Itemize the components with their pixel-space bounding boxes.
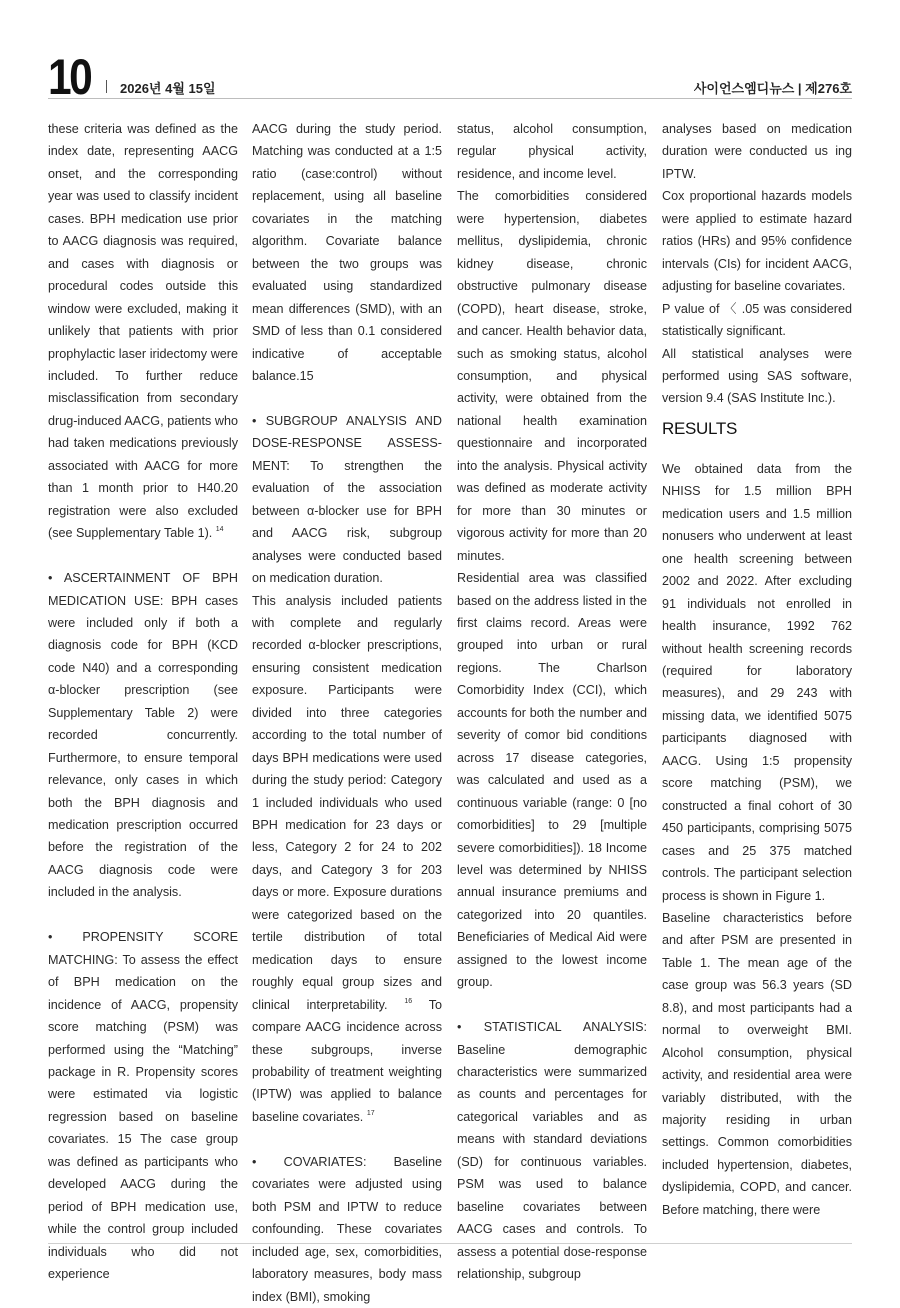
paragraph: All statistical analyses were performed using SAS software, version 9.4 (SAS Institute Inc.). — [662, 346, 852, 406]
section-covariates: • COVARIATES: Baseline covariates were adjusted using both PSM and IPTW to reduce confounding. These covariates included age, sex, comorbidities, laboratory measures, body mass index (BMI), smoking — [252, 1154, 442, 1304]
column-3 — [457, 118, 647, 1286]
column-2 — [252, 118, 442, 1308]
paragraph — [252, 590, 442, 1129]
paragraph-text: This analysis included patients with complete and regularly recorded α-blocker prescriptions, ensuring consistent medication exposure. Participants were divided into three categories according to the total number of days BPH medications were used during the study period: Category 1 included individuals who used BPH medication for 23 days or less, Category 2 for 24 to 202 days, and Category 3 for 203 days or more. Exposure durations were categorized based on the tertile distribution of total medication days to ensure roughly equal group sizes and clinical interpretability. — [252, 593, 442, 1012]
page-number: 10 — [48, 49, 91, 105]
paragraph — [48, 118, 238, 545]
paragraph: Residential area was classified based on the address listed in the first claims record. Areas were grouped into urban or rural regions. The Charlson Comorbidity Index (CCI), which accounts for both the number and severity of comor bid conditions across 17 disease categories, was calculated and used as a continuous variable (range: 0 [no comorbidities] to 29 [multiple severe comorbidities]). 18 Income level was determined by NHISS annual insurance premiums and categorized into 20 quantiles. Beneficiaries of Medical Aid were assigned to the lowest income group. — [457, 571, 647, 990]
issue-date: 2026년 4월 15일 — [120, 81, 216, 96]
section-propensity-score: • PROPENSITY SCORE MATCHING: To assess the effect of BPH medication on the incidence of AACG, propensity score matching (PSM) was performed using the “Matching” package in R. Propensity scores were estimated via logistic regression based on baseline covariates. 15 The case group was defined as participants who developed AACG during the period of BPH medication use, while the control group included individuals who did not experience — [48, 930, 238, 1282]
citation: 17 — [366, 1109, 375, 1117]
paragraph-text: these criteria was defined as the index date, representing AACG onset, and the corresponding year was used to classify incident cases. BPH medication use prior to AACG diagnosis was required, and cases with diagnosis or procedural codes outside this window were excluded, making it unlikely that patients with prior prophylactic laser iridectomy were included. To further reduce misclassification from secondary drug-induced AACG, patients who had taken medications previously associated with AACG for more than 1 month prior to H40.20 registration were also excluded (see Supplementary Table 1). — [48, 122, 238, 541]
paragraph: We obtained data from the NHISS for 1.5 million BPH medication users and 1.5 million nonusers who underwent at least one health screening between 2002 and 2022. After excluding 91 individuals not enrolled in health insurance, 1992 762 without health screening records (required for laboratory measures), and 29 243 with missing data, we identified 5075 participants diagnosed with AACG. Using 1:5 propensity score matching (PSM), we constructed a final cohort of 30 450 participants, comprising 5075 cases and 25 375 matched controls. The participant selection process is shown in Figure 1. — [662, 461, 852, 903]
section-subgroup-analysis: • SUBGROUP ANALYSIS AND DOSE-RESPONSE ASSESS-MENT: To strengthen the evaluation of the association between α-blocker use for BPH and AACG risk, subgroup analyses were conducted based on medication duration. — [252, 413, 442, 586]
paragraph: AACG during the study period. Matching was conducted at a 1:5 ratio (case:control) without replacement, using all baseline covariates in the matching algorithm. Covariate balance between the two groups was evaluated using standardized mean differences (SMD), with an SMD of less than 0.1 considered indicative of acceptable balance.15 — [252, 122, 442, 383]
paragraph-text: To compare AACG incidence across these subgroups, inverse probability of treatment weighting (IPTW) was applied to balance baseline covariates. — [252, 997, 442, 1124]
paragraph: Cox proportional hazards models were applied to estimate hazard ratios (HRs) and 95% confidence intervals (CIs) for incident AACG, adjusting for baseline covariates. — [662, 189, 852, 294]
results-heading: RESULTS — [662, 418, 738, 438]
paragraph: P value of 〈 .05 was considered statistically significant. — [662, 301, 852, 339]
header-divider — [106, 80, 107, 93]
section-statistical-analysis: • STATISTICAL ANALYSIS: Baseline demographic characteristics were summarized as counts and percentages for categorical variables and as means with standard deviations (SD) for continuous variables. PSM was used to balance baseline covariates between AACG cases and controls. To assess a potential dose-response relationship, subgroup — [457, 1020, 647, 1282]
paragraph: The comorbidities considered were hypertension, diabetes mellitus, dyslipidemia, chronic kidney disease, chronic obstructive pulmonary disease (COPD), heart disease, stroke, and cancer. Health behavior data, such as smoking status, alcohol consumption, and physical activity, were obtained from the national health examination questionnaire and incorporated into the analysis. Physical activity was defined as moderate activity for more than 30 minutes or vigorous activity for more than 20 minutes. — [457, 189, 647, 563]
paragraph: analyses based on medication duration were conducted us ing IPTW. — [662, 122, 852, 181]
footer-rule — [48, 1243, 852, 1244]
column-4 — [662, 118, 852, 1221]
page-header — [48, 49, 852, 105]
paragraph: status, alcohol consumption, regular physical activity, residence, and income level. — [457, 122, 647, 181]
column-1 — [48, 118, 238, 1286]
citation: 16 — [404, 997, 413, 1005]
paragraph: Baseline characteristics before and after PSM are presented in Table 1. The mean age of the case group was 56.3 years (SD 8.8), and most participants had a normal to overweight BMI. Alcohol consumption, physical activity, and residential area were variably distributed, with the majority residing in urban settings. Common comorbidities included hypertension, diabetes, dyslipidemia, COPD, and cancer. Before matching, there were — [662, 910, 852, 1217]
publication-name: 사이언스엠디뉴스 | 제276호 — [693, 81, 852, 96]
section-ascertainment: • ASCERTAINMENT OF BPH MEDICATION USE: BPH cases were included only if both a diagnosis code for BPH (KCD code N40) and a corresponding α-blocker prescription (see Supplementary Table 2) were recorded concurrently. Furthermore, to ensure temporal relevance, only cases in which both the BPH diagnosis and medication prescription occurred before the registration of the AACG diagnosis code were included in the analysis. — [48, 571, 238, 900]
citation: 14 — [215, 526, 224, 534]
